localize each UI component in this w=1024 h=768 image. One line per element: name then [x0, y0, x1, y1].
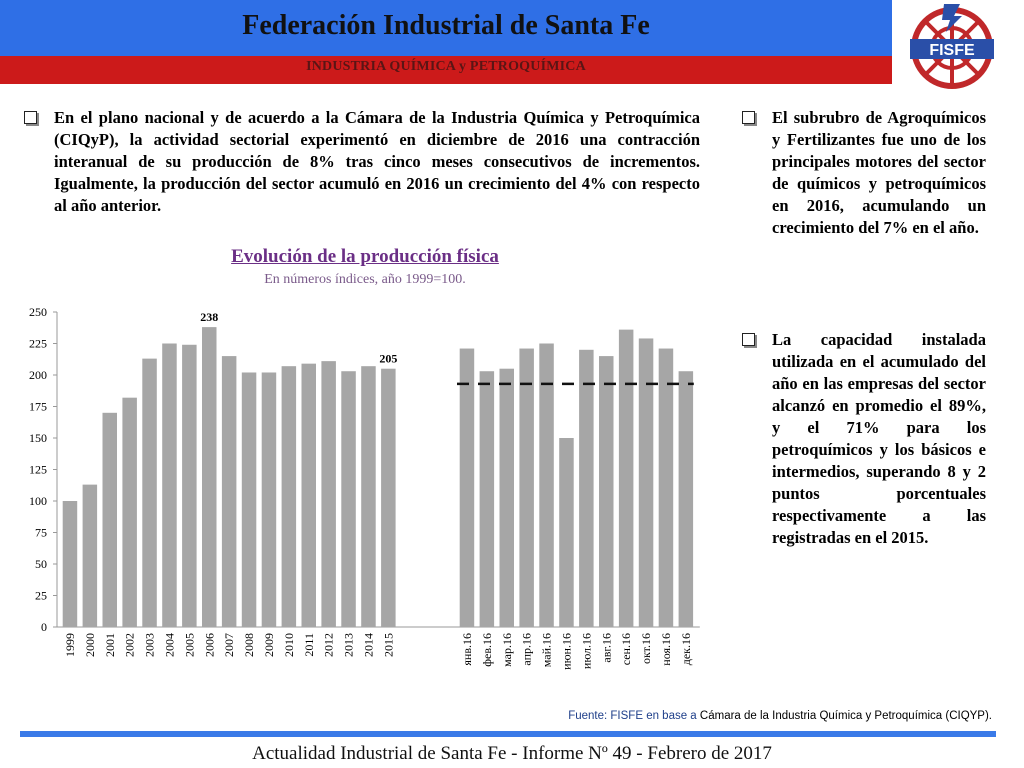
x-tick-label: сен.16	[619, 633, 634, 666]
data-label: 238	[200, 310, 219, 325]
bar	[142, 359, 157, 627]
y-tick-label: 100	[29, 494, 47, 508]
y-tick-label: 175	[29, 399, 47, 414]
x-tick-label: янв.16	[459, 633, 474, 666]
y-tick-label: 50	[35, 557, 47, 571]
chart-subtitle: En números índices, año 1999=100.	[264, 272, 466, 287]
x-tick-label: 2011	[301, 633, 316, 657]
bar	[361, 366, 376, 627]
x-tick-label: 2008	[242, 633, 257, 657]
x-tick-label: 2001	[102, 633, 117, 657]
footer-text: Actualidad Industrial de Santa Fe - Informe Nº 49 - Febrero de 2017	[252, 743, 772, 764]
fisfe-logo-graphic	[904, 2, 1000, 92]
bar	[460, 349, 475, 627]
x-tick-label: 2003	[142, 633, 157, 657]
logo-text: FISFE	[929, 42, 975, 59]
x-tick-label: 2009	[261, 633, 276, 657]
x-tick-label: 2010	[281, 633, 296, 657]
bullet-icon	[24, 111, 37, 124]
page-subtitle: INDUSTRIA QUÍMICA y PETROQUÍMICA	[306, 59, 586, 74]
y-tick-label: 75	[35, 525, 47, 540]
bar	[619, 330, 634, 627]
x-tick-label: фев.16	[479, 633, 494, 667]
bar	[182, 345, 197, 627]
bar	[63, 501, 77, 627]
bar	[639, 338, 654, 627]
bar	[579, 350, 594, 627]
bar	[679, 371, 694, 627]
x-tick-label: окт.16	[639, 633, 654, 665]
bar	[321, 361, 336, 627]
data-label: 205	[379, 351, 398, 366]
y-tick-label: 225	[29, 336, 47, 351]
y-tick-label: 250	[29, 305, 47, 319]
y-tick-label: 25	[35, 588, 47, 603]
x-tick-label: 2005	[182, 633, 197, 657]
bar	[202, 327, 217, 627]
bar	[103, 413, 118, 627]
y-tick-label: 200	[29, 368, 47, 382]
bar	[381, 369, 396, 627]
bar	[519, 349, 534, 627]
x-tick-label: 2013	[341, 633, 356, 657]
x-tick-label: июл.16	[579, 633, 594, 670]
x-tick-label: 2012	[321, 633, 336, 657]
x-tick-label: 2004	[162, 633, 177, 657]
y-tick-label: 125	[29, 462, 47, 477]
main-paragraph: En el plano nacional y de acuerdo a la Cámara de la Industria Química y Petroquímica (CIQyP), la actividad sectorial experimentó en diciembre de 2016 una contracción interanual de su producción de 8% tras cinco meses consecutivos de incrementos. Igualmente, la producción del sector acumuló en 2016 un crecimiento del 4% con respecto al año anterior.	[54, 108, 700, 215]
x-tick-label: дек.16	[678, 633, 693, 666]
x-tick-label: 1999	[62, 633, 77, 657]
chart-title: Evolución de la producción física	[231, 246, 499, 267]
bar	[480, 371, 495, 627]
x-tick-label: ноя.16	[658, 633, 673, 666]
bar	[341, 371, 356, 627]
bar	[282, 366, 297, 627]
x-tick-label: 2000	[82, 633, 97, 657]
source-institution: Cámara de la Industria Química y Petroquímica (CIQYP).	[699, 710, 992, 722]
bar	[162, 344, 177, 628]
y-tick-label: 150	[29, 431, 47, 445]
side-bullet-1: El subrubro de Agroquímicos y Fertilizantes fue uno de los principales motores del sector de químicos y petroquímicos en 2016, acumulando un crecimiento del 7% en el año.	[772, 108, 986, 237]
x-tick-label: май.16	[539, 633, 554, 668]
fisfe-logo-icon	[904, 2, 1000, 92]
x-tick-label: 2006	[202, 633, 217, 657]
bar	[83, 485, 98, 627]
bar	[559, 438, 574, 627]
bullet-icon	[742, 333, 755, 346]
bar	[659, 349, 674, 627]
footer-bar	[20, 731, 996, 737]
x-tick-label: апр.16	[519, 633, 534, 666]
bar	[500, 369, 515, 627]
source-note	[568, 710, 992, 722]
x-tick-label: мар.16	[499, 633, 514, 667]
bar	[222, 356, 237, 627]
x-tick-label: авг.16	[599, 633, 614, 663]
bar	[122, 398, 136, 627]
x-tick-label: июн.16	[559, 633, 574, 670]
bar	[539, 344, 554, 628]
bar	[599, 356, 614, 627]
x-tick-label: 2015	[381, 633, 396, 657]
bar	[262, 372, 277, 627]
bar	[242, 372, 256, 627]
y-tick-label: 0	[41, 620, 47, 634]
x-tick-label: 2002	[122, 633, 137, 657]
side-bullet-2: La capacidad instalada utilizada en el acumulado del año en las empresas del sector alcanzó en promedio el 89%, y el 71% para los petroquímicos y los básicos e intermedios, superando 8 y 2 puntos porcentuales respectivamente a las registradas en el 2015.	[772, 330, 986, 547]
production-chart	[0, 290, 720, 690]
source-prefix: Fuente: FISFE en base a	[568, 710, 697, 722]
page-title: Federación Industrial de Santa Fe	[242, 10, 650, 41]
x-tick-label: 2007	[222, 633, 237, 657]
bullet-icon	[742, 111, 755, 124]
x-tick-label: 2014	[361, 633, 376, 657]
bar	[302, 364, 317, 627]
